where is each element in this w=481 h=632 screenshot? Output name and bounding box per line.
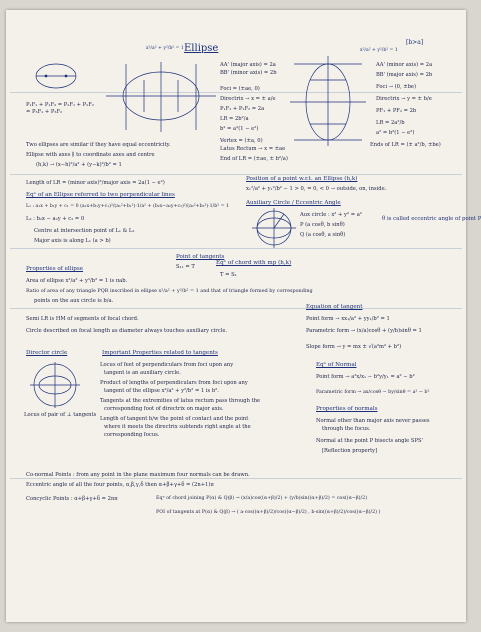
normal-property: Normal other than major axis never passes — [316, 418, 430, 424]
tangent-property: Tangents at the extremities of latus rectum pass through the — [100, 398, 261, 404]
note-line: Centre at intersection point of L₁ & L₂ — [34, 228, 135, 234]
concyclic-note: Concyclic Points : α+β+γ+δ = 2nπ — [26, 496, 118, 502]
tangent-property: Length of tangent b/w the point of contact and the point — [100, 416, 249, 422]
note-line: (h,k) → (x−h)²/a² + (y−k)²/b² = 1 — [36, 162, 122, 168]
aux-line: Q (a cosθ, a sinθ) — [300, 232, 346, 238]
normal-line: Parametric form → ax/cosθ − by/sinθ = a² − b² — [316, 390, 430, 395]
param-right: PF₁ + PF₂ = 2b — [376, 108, 417, 114]
section-heading: Director circle — [26, 350, 68, 356]
section-heading: Important Properties related to tangents — [102, 350, 218, 356]
ruled-line — [10, 248, 462, 249]
param-left: LR = 2b²/a — [220, 116, 249, 122]
tangent-property: corresponding foot of directrix on major axis. — [104, 406, 224, 412]
lr-ends-right: Ends of LR = (± a²/b, ±be) — [370, 142, 441, 148]
chord-joining-note: Eqⁿ of chord joining P(α) & Q(β) → (x/a)cos((α+β)/2) + (y/b)sin((α+β)/2) = cos((α−β)/2) — [156, 496, 368, 501]
section-heading: Point of tangents — [176, 254, 225, 260]
tangent-property: tangent of the ellipse x²/a² + y²/b² = 1 is b². — [104, 388, 219, 394]
chord-equation: T = S₁ — [220, 272, 237, 278]
section-heading: Equation of tangent — [306, 304, 363, 310]
conormal-note: Co-normal Points : from any point in the plane maximum four normals can be drawn. — [26, 472, 250, 478]
vertex-note: End of LR = (±ae, ± b²/a) — [220, 156, 288, 162]
note-line: L₂ : b₂x − a₂y + c₂ = 0 — [26, 216, 85, 222]
param-left: Foci = (±ae, 0) — [220, 86, 260, 92]
section-heading: Position of a point w.r.t. an Ellipse (h,k) — [246, 176, 358, 182]
section-heading: Eqⁿ of an Ellipse referred to two perpendicular lines — [26, 192, 175, 198]
tangency-condition: S₁₁ = T — [176, 264, 195, 270]
horizontal-ellipse-diagram — [106, 60, 216, 132]
note-line: L₁ : a₁x + b₁y + c₁ = 0 (a₁x+b₁y+c₁)²/(a₁²+b₁²)·1/a² + (b₂x−a₂y+c₂)²/(a₂²+b₂²)·1/b² = 1 — [26, 204, 229, 209]
param-right: a² = b²(1 − e²) — [376, 130, 415, 136]
vertex-note: Vertex = (±a, 0) — [220, 138, 263, 144]
normal-property: through the focus. — [322, 426, 371, 432]
tangent-line: Point form → xx₁/a² + yy₁/b² = 1 — [306, 316, 390, 322]
equation-left: x²/a² + y²/b² = 1 — [146, 46, 184, 51]
note-line: Major axis is along L₁ (a > b) — [34, 238, 111, 244]
tangent-property: tangent is an auxiliary circle. — [104, 370, 181, 376]
focal-sum-line: P₁F₁ + P₁F₂ = P₂F₁ + P₂F₂ — [26, 102, 94, 108]
vertex-note: Latus Rectum → x = ±ae — [220, 146, 286, 152]
tangent-line: Slope form → y = mx ± √(a²m² + b²) — [306, 344, 402, 350]
focal-sum-line: = P₃F₁ + P₃F₂ — [26, 109, 63, 115]
poi-tangents-note: POI of tangents at P(α) & Q(β) → ( a·cos((α+β)/2)/cos((α−β)/2) , b·sin((α+β)/2)/cos((α−β)/2) ) — [156, 510, 381, 515]
param-left: b² = a²(1 − e²) — [220, 126, 259, 132]
ruled-line — [10, 174, 462, 175]
param-left: AA' (major axis) = 2a — [220, 62, 276, 68]
section-heading: Auxiliary Circle / Eccentric Angle — [246, 200, 341, 206]
param-left: Directrix → x = ± a/e — [220, 96, 276, 102]
property-line: points on the aux circle is b/a. — [34, 298, 114, 304]
position-equation: x₁²/a² + y₁²/b² − 1 > 0, = 0, < 0 → outside, on, inside. — [246, 186, 387, 192]
note-line: Length of LR = (minor axis)²/major axis = 2a(1 − e²) — [26, 180, 165, 186]
tangent-property: corresponding focus. — [104, 432, 160, 438]
section-heading: Properties of normals — [316, 406, 378, 412]
vertical-ellipse-diagram — [290, 56, 366, 146]
page-title: Ellipse — [184, 43, 219, 54]
aux-line: P (a cosθ, b sinθ) — [300, 222, 345, 228]
param-right: BB' (major axis) = 2b — [376, 72, 433, 78]
section-heading: Properties of ellipse — [26, 266, 84, 272]
normal-property: [Reflection property] — [322, 448, 378, 454]
param-left: BB' (minor axis) = 2b — [220, 70, 277, 76]
param-right: Foci → (0, ±be) — [376, 84, 417, 90]
page-tag: [b>a] — [406, 39, 424, 46]
ruled-line — [10, 308, 462, 309]
ellipse-foci-sketch — [34, 58, 84, 98]
property-line: Ratio of area of any triangle PQR inscribed in ellipse x²/a² + y²/b² = 1 and that of triangle formed by corresponding — [26, 288, 313, 294]
param-right: AA' (minor axis) = 2a — [376, 62, 433, 68]
note-line: Semi LR is HM of segments of focal chord. — [26, 316, 139, 322]
property-line: Area of ellipse x²/a² + y²/b² = 1 is πab. — [26, 278, 128, 284]
normal-line: Point form → a²x/x₁ − b²y/y₁ = a² − b² — [316, 374, 415, 380]
conormal-note: Eccentric angle of all the four points, α,β,γ,δ then α+β+γ+δ = (2n+1)π — [26, 482, 214, 488]
equation-right: x²/a² + y²/b² = 1 — [360, 48, 398, 53]
tangent-property: where it meets the directrix subtends right angle at the — [104, 424, 251, 430]
param-left: P₁F₁ + P₁F₂ = 2a — [220, 106, 265, 112]
section-heading: Eqⁿ of Normal — [316, 362, 357, 368]
note-line: Ellipse with axes ∥ to coordinate axes and centre — [26, 152, 155, 158]
director-circle-diagram — [30, 362, 80, 408]
param-right: LR = 2a²/b — [376, 120, 405, 126]
note-line: Circle described on focal length as diameter always touches auxiliary circle. — [26, 328, 228, 334]
director-caption: Locus of pair of ⊥ tangents — [24, 412, 97, 418]
tangent-property: Locus of feet of perpendiculars from foci upon any — [100, 362, 234, 368]
note-line: Two ellipses are similar if they have equal eccentricity. — [26, 142, 171, 148]
aux-line: Aux circle : x² + y² = a² — [300, 212, 362, 218]
section-heading: Eqⁿ of chord with mp (h,k) — [216, 260, 292, 266]
notes-page — [6, 10, 481, 622]
normal-property: Normal at the point P bisects angle SPS' — [316, 438, 423, 444]
eccentric-angle-note: θ is called eccentric angle of point P — [382, 216, 481, 222]
tangent-property: Product of lengths of perpendiculars from foci upon any — [100, 380, 248, 386]
param-right: Directrix → y = ± b/e — [376, 96, 432, 102]
auxiliary-circle-diagram — [252, 208, 296, 248]
tangent-line: Parametric form → (x/a)cosθ + (y/b)sinθ = 1 — [306, 328, 422, 334]
